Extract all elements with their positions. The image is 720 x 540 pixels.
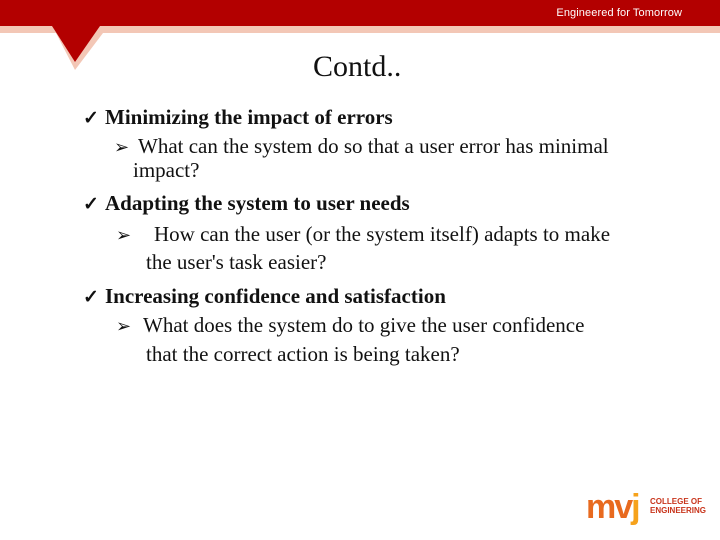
checkmark-icon: ✓ — [83, 194, 99, 215]
sub-bullet-text: How can the user (or the system itself) adapts to make — [154, 222, 611, 246]
sub-bullet-continuation: the user's task easier? — [146, 250, 327, 274]
sub-bullet-text: What does the system do to give the user confidence — [143, 313, 585, 337]
logo-mark: mvj — [586, 488, 639, 526]
bullet-heading: Increasing confidence and satisfaction — [105, 284, 446, 308]
sub-bullet-continuation: that the correct action is being taken? — [146, 342, 460, 366]
college-logo — [586, 488, 707, 528]
checkmark-icon: ✓ — [83, 287, 99, 308]
sub-bullet-continuation: impact? — [133, 158, 200, 182]
sub-bullet-item-2 — [116, 222, 610, 247]
arrow-bullet-icon: ➢ — [116, 316, 132, 336]
sub-bullet-text: What can the system do so that a user error has minimal — [138, 134, 609, 158]
bullet-item-3 — [83, 284, 446, 310]
header-tagline: Engineered for Tomorrow — [556, 7, 682, 19]
bullet-item-1 — [83, 105, 393, 131]
arrow-bullet-icon: ➢ — [114, 137, 130, 157]
arrow-bullet-icon: ➢ — [116, 225, 132, 245]
bullet-item-2 — [83, 191, 410, 217]
logo-text: COLLEGE OF ENGINEERING — [650, 497, 707, 515]
slide-title: Contd.. — [313, 50, 402, 83]
bullet-heading: Minimizing the impact of errors — [105, 105, 393, 129]
bullet-heading: Adapting the system to user needs — [105, 191, 410, 215]
checkmark-icon: ✓ — [83, 108, 99, 129]
sub-bullet-item-3 — [116, 313, 584, 338]
sub-bullet-item-1 — [114, 134, 609, 159]
